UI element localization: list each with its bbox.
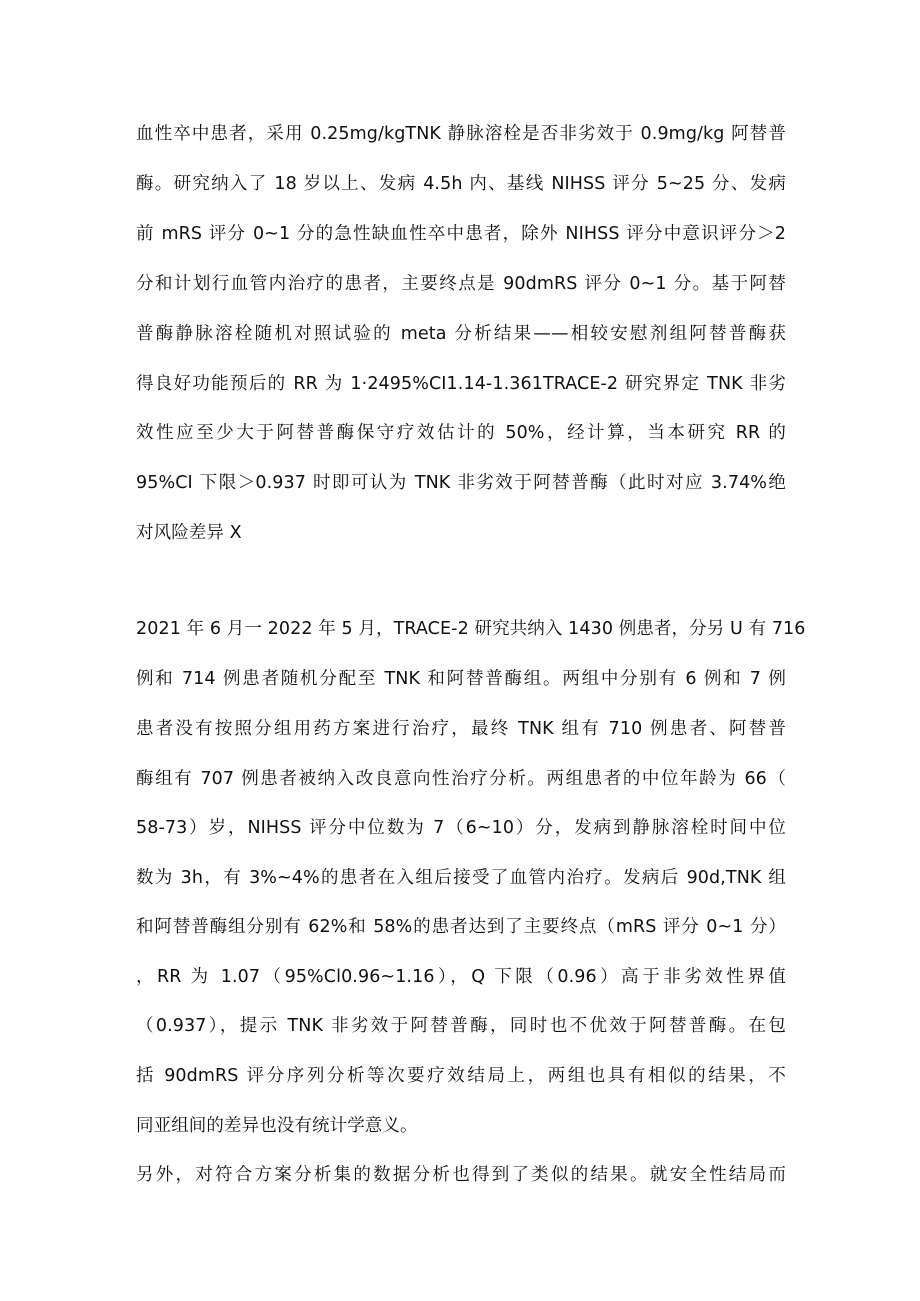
text-line: 同亚组间的差异也没有统计学意义。 xyxy=(136,1116,418,1136)
text-line: 前 mRS 评分 0~1 分的急性缺血性卒中患者，除外 NIHSS 评分中意识评分＞2 xyxy=(136,224,786,244)
text-line: 得良好功能预后的 RR 为 1·2495%CI1.14-1.361TRACE-2 研究界定 TNK 非劣 xyxy=(136,374,786,394)
text-line: 括 90dmRS 评分序列分析等次要疗效结局上，两组也具有相似的结果，不 xyxy=(136,1066,786,1086)
text-line: 2021 年 6 月一 2022 年 5 月，TRACE-2 研究共纳入 1430 例患者，分另 U 有 716 xyxy=(136,619,806,639)
text-line: 血性卒中患者，采用 0.25mg/kgTNK 静脉溶栓是否非劣效于 0.9mg/kg 阿替普 xyxy=(136,124,786,144)
text-line: 58-73）岁，NIHSS 评分中位数为 7（6~10）分，发病到静脉溶栓时间中位 xyxy=(136,818,786,838)
text-line: ，RR 为 1.07（95%Cl0.96~1.16），Q 下限（0.96）高于非劣效性界值 xyxy=(136,967,786,987)
text-line: 效性应至少大于阿替普酶保守疗效估计的 50%，经计算，当本研究 RR 的 xyxy=(136,423,786,443)
text-line: 和阿替普酶组分别有 62%和 58%的患者达到了主要终点（mRS 评分 0~1 分） xyxy=(136,917,786,937)
text-line: 95%CI 下限＞0.937 时即可认为 TNK 非劣效于阿替普酶（此时对应 3.74%绝 xyxy=(136,473,786,493)
text-line: 酶组有 707 例患者被纳入改良意向性治疗分析。两组患者的中位年龄为 66（ xyxy=(136,769,786,789)
text-line: 数为 3h，有 3%~4%的患者在入组后接受了血管内治疗。发病后 90d,TNK 组 xyxy=(136,868,786,888)
text-line: 对风险差异 X xyxy=(136,523,242,543)
text-line: 酶。研究纳入了 18 岁以上、发病 4.5h 内、基线 NIHSS 评分 5~25 分、发病 xyxy=(136,174,786,194)
text-line: 另外，对符合方案分析集的数据分析也得到了类似的结果。就安全性结局而 xyxy=(136,1165,786,1185)
text-line: 患者没有按照分组用药方案进行治疗，最终 TNK 组有 710 例患者、阿替普 xyxy=(136,719,786,739)
text-line: 分和计划行血管内治疗的患者，主要终点是 90dmRS 评分 0~1 分。基于阿替 xyxy=(136,274,786,294)
text-line: 普酶静脉溶栓随机对照试验的 meta 分析结果——相较安慰剂组阿替普酶获 xyxy=(136,324,786,344)
text-line: 例和 714 例患者随机分配至 TNK 和阿替普酶组。两组中分别有 6 例和 7 例 xyxy=(136,669,786,689)
text-line: （0.937），提示 TNK 非劣效于阿替普酶，同时也不优效于阿替普酶。在包 xyxy=(136,1016,786,1036)
